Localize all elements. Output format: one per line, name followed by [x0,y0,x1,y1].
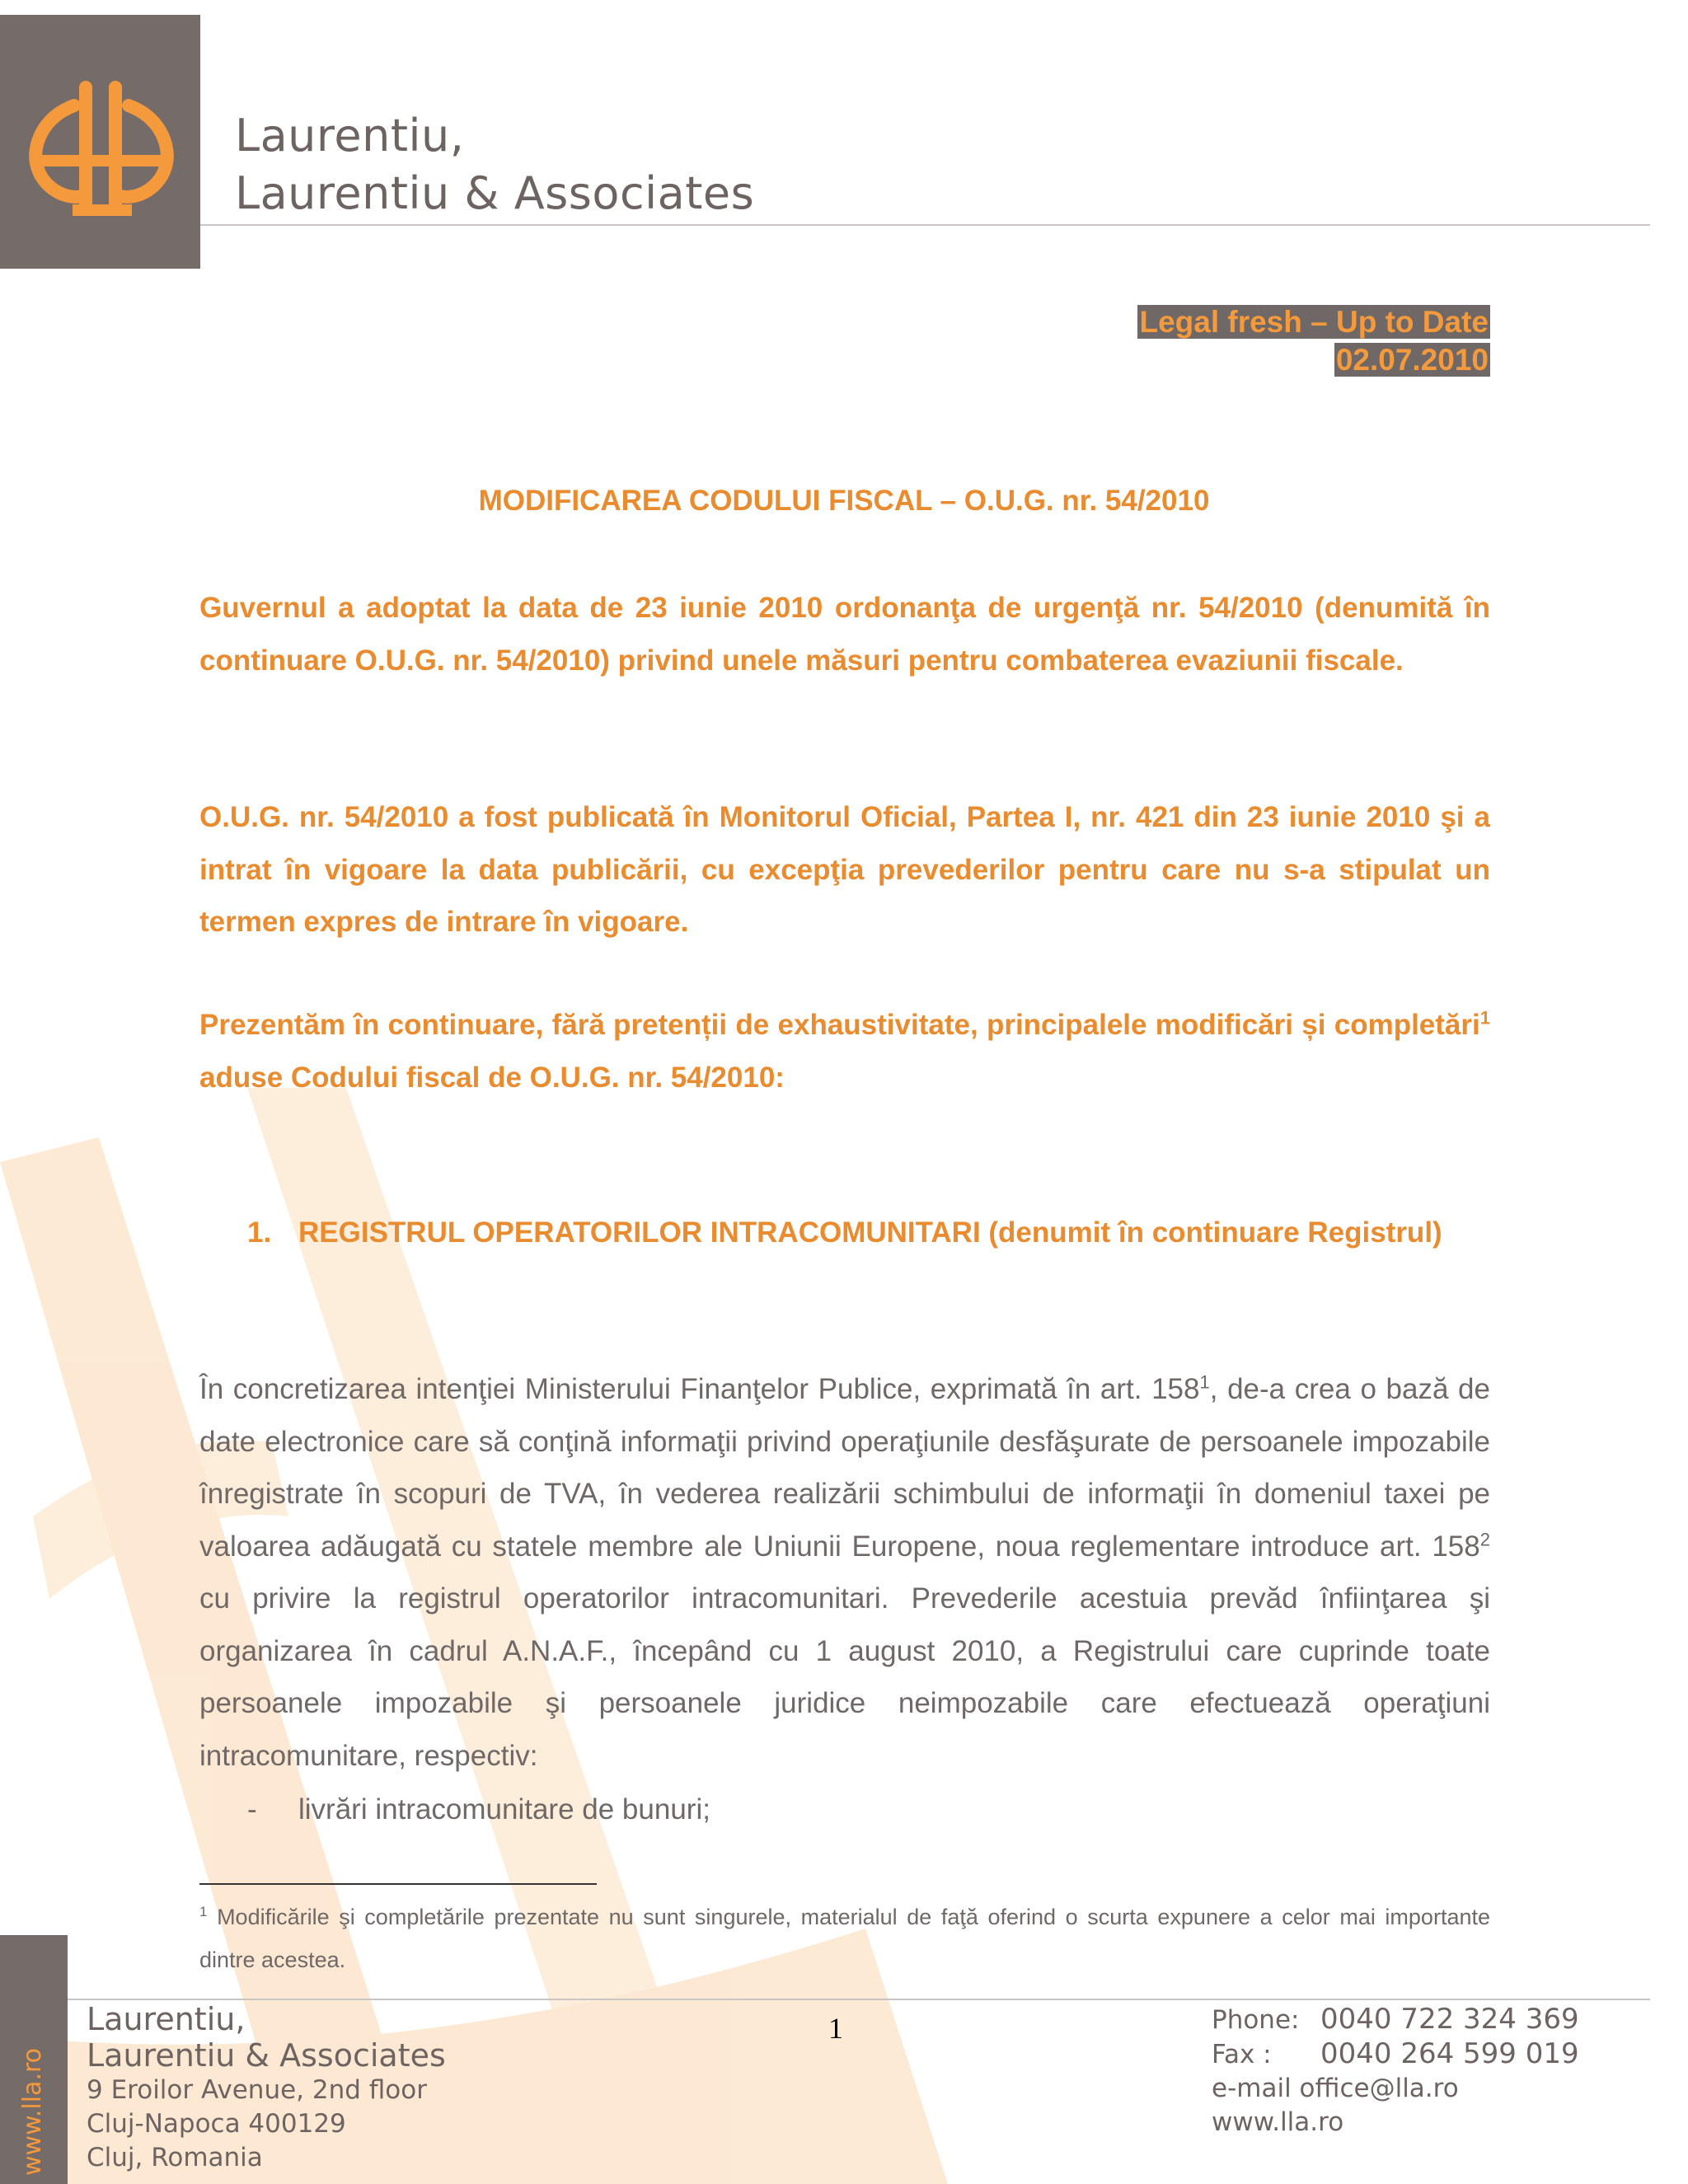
list-item [247,1783,710,1836]
footer-firm-line2: Laurentiu & Associates [87,2037,446,2074]
body-text-1: În concretizarea intenţiei Ministerului Finanţelor Publice, exprimată în art. 158 [199,1373,1200,1405]
body-text-2: , de-a crea o bază de date electronice care să conţină informaţii privind operaţiunile desfăşurate de persoanele impozabile înregistrate în scopuri de TVA, în vederea realizării schimbului de informaţii în domeniul taxei pe valoarea adăugată cu statele membre ale Uniunii Europene, noua reglementare introduce art. 158 [199,1373,1490,1563]
footnote [199,1896,1490,1981]
phone-label: Phone: [1212,2005,1300,2035]
firm-name-line2: Laurentiu & Associates [235,167,755,219]
firm-name [235,107,754,223]
footer-side-bar [0,1935,68,2184]
phone-number[interactable]: 0040 722 324 369 [1320,2003,1579,2036]
article-superscript-1: 1 [1199,1371,1210,1393]
footer-street: 9 Eroilor Avenue, 2nd floor [87,2075,427,2105]
document-title: MODIFICAREA CODULUI FISCAL – O.U.G. nr. 54/2010 [478,485,1210,517]
section-title: REGISTRUL OPERATORILOR INTRACOMUNITARI (denumit în continuare Registrul) [298,1216,1442,1249]
fax-label: Fax : [1212,2040,1272,2069]
footer-firm-line1: Laurentiu, [87,2001,246,2037]
intro-paragraph-2: O.U.G. nr. 54/2010 a fost publicată în Monitorul Oficial, Partea I, nr. 421 din 23 iunie 2010 şi a intrat în vigoare la data publicării, cu excepţia prevederilor pentru care nu s-a stipulat un termen expres de intrare în vigoare. [199,801,1490,938]
firm-name-line1: Laurentiu, [235,110,465,162]
footnote-divider [199,1883,597,1885]
logo-panel [0,15,200,269]
page-number: 1 [828,2012,843,2045]
header-divider [200,224,1650,226]
footer-country: Cluj, Romania [87,2143,263,2172]
body-paragraph [199,1363,1490,1782]
side-url: www.lla.ro [18,2047,47,2176]
legal-fresh-tag [1137,303,1490,379]
email-link[interactable]: e-mail office@lla.ro [1212,2074,1459,2103]
tag-line1: Legal fresh – Up to Date [1139,305,1489,339]
footer-address [87,2001,446,2175]
footer-divider [68,1999,1650,2000]
intro-3-text-end: aduse Codului fiscal de O.U.G. nr. 54/2010: [199,1061,785,1094]
footer-contact [1212,2003,1579,2139]
body-text-3: cu privire la registrul operatorilor intracomunitari. Prevederile acestuia prevăd înfiinţarea şi organizarea în cadrul A.N.A.F., începând cu 1 august 2010, a Registrului care cuprinde toate persoanele impozabile şi persoanele juridice neimpozabile care efectuează operaţiuni intracomunitare, respectiv: [199,1582,1490,1772]
footnote-ref: 1 [1479,1007,1490,1029]
intro-3-text: Prezentăm în continuare, fără pretenții de exhaustivitate, principalele modificări și completări [199,1009,1480,1041]
intro-paragraph-3 [199,999,1490,1104]
intro-paragraph-1: Guvernul a adoptat la data de 23 iunie 2010 ordonanţa de urgenţă nr. 54/2010 (denumită în continuare O.U.G. nr. 54/2010) privind unele măsuri pentru combaterea evaziunii fiscale. [199,592,1490,677]
article-superscript-2: 2 [1479,1528,1490,1549]
bullet-dash: - [247,1793,257,1825]
tag-date: 02.07.2010 [1335,343,1489,377]
footnote-marker: 1 [199,1904,208,1919]
section-1-heading [247,1207,1490,1259]
footnote-text: Modificările şi completările prezentate nu sunt singurele, materialul de faţă oferind o scurta expunere a celor mai importante dintre acestea. [199,1905,1490,1972]
website-link[interactable]: www.lla.ro [1212,2107,1344,2137]
footer-city: Cluj-Napoca 400129 [87,2109,346,2139]
section-number: 1. [247,1216,272,1249]
fax-number: 0040 264 599 019 [1320,2037,1579,2070]
lla-monogram-logo-icon [25,73,178,229]
list-item-text: livrări intracomunitare de bunuri; [298,1793,710,1825]
